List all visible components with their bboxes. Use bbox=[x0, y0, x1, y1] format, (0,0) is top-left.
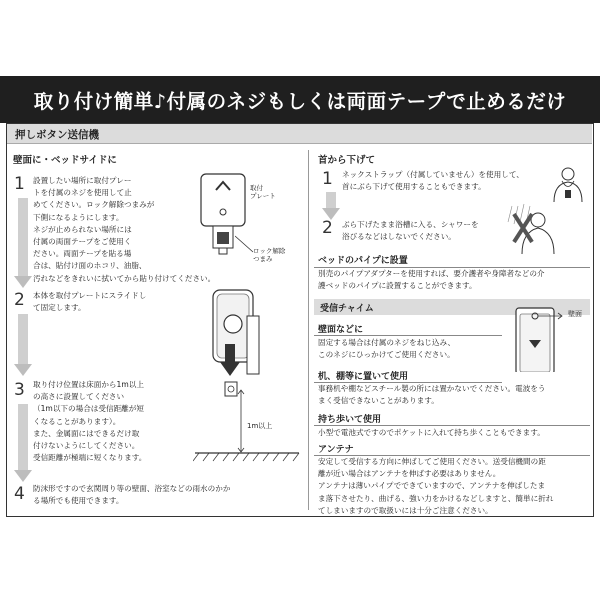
step-1-arrow bbox=[18, 198, 28, 278]
carry-title-rule bbox=[314, 425, 590, 426]
step-1-text: 設置したい場所に取付プレー トを付属のネジを使用して止 めてください。ロック解除つまみが 下側になるようにします。 ネジが止められない場所には 付属の両面テープをご使用く ださい。両面テープを貼る場 合は、貼付け面のホコリ、油脂、 汚れなどをきれいに拭いてから貼り付けてください。 bbox=[33, 176, 216, 283]
step-1-arrowhead bbox=[14, 276, 32, 288]
wall-bedside-subtitle: 壁面に・ベッドサイドに bbox=[13, 155, 117, 166]
shower-prohibited-icon bbox=[502, 202, 562, 254]
desk-title: 机、棚等に置いて使用 bbox=[318, 372, 409, 382]
step-1-number: 1 bbox=[14, 174, 25, 194]
step-4-number: 4 bbox=[14, 484, 25, 504]
antenna-text: 安定して受信する方向に伸ばしてご使用ください。送受信機間の距 離が近い場合はアンテナを伸ばす必要はありません。 アンテナは薄いパイプでできていますので、アンテナを伸ばしたま ま落下させたり、曲げる、強い力をかけるなどしますと、簡単に折れ てしまいますので取扱いには十分ご注意ください。 bbox=[318, 457, 554, 515]
step-2-number: 2 bbox=[14, 290, 25, 310]
headline-banner: 取り付け簡単♪付属のネジもしくは両面テープで止めるだけ bbox=[0, 76, 600, 123]
height-label: 1m以上 bbox=[247, 422, 273, 430]
carry-text: 小型で電池式ですのでポケットに入れて持ち歩くこともできます。 bbox=[318, 428, 545, 437]
antenna-title: アンテナ bbox=[318, 445, 354, 455]
wall-title: 壁面などに bbox=[318, 325, 364, 335]
panel-title: 押しボタン送信機 bbox=[7, 124, 592, 144]
bed-pipe-title: ベッドのパイプに設置 bbox=[318, 256, 408, 266]
bed-pipe-text: 別売のパイプアダプターを使用すれば、要介護者や身障者などの介 護ベッドのパイプに設置することができます。 bbox=[318, 269, 545, 291]
step-3-arrowhead bbox=[14, 470, 32, 482]
neck-step-2-text: ぶら下げたまま浴槽に入る、シャワーを 浴びるなどはしないでください。 bbox=[342, 220, 479, 242]
receiver-chime-title: 受信チャイム bbox=[314, 299, 590, 315]
receiver-chime-illustration bbox=[510, 304, 570, 372]
neck-step-2-number: 2 bbox=[322, 218, 333, 238]
receiver-column bbox=[310, 144, 592, 514]
slide-on-illustration bbox=[207, 286, 267, 378]
step-2-text: 本体を取付プレートにスライドし て固定します。 bbox=[33, 291, 147, 313]
neck-step-1-text: ネックストラップ（付属していません）を使用して、 首にぶら下げて使用することもできます。 bbox=[342, 170, 524, 192]
transmitter-column bbox=[7, 144, 307, 514]
step-3-number: 3 bbox=[14, 380, 25, 400]
step-3-text: 取り付け位置は床面から1m以上 の高さに設置してください （1m以下の場合は受信距離が短 くなることがあります）。 また、金属面にはできるだけ取 付けないようにしてください。 受信距離が極端に短くなります。 bbox=[33, 380, 147, 463]
neck-subtitle: 首から下げて bbox=[318, 155, 376, 166]
desk-text: 事務机や棚などスチール製の所には置かないでください。電波をう まく受信できないことがあります。 bbox=[318, 384, 546, 406]
wall-title-rule bbox=[314, 335, 502, 336]
step-3-arrow bbox=[18, 404, 28, 472]
plate-label: 取付 プレート bbox=[250, 184, 276, 200]
lock-release-label: ロック解除 つまみ bbox=[253, 247, 286, 263]
instruction-panel bbox=[6, 123, 594, 517]
step-4-text: 防沫形ですので玄関周り等の壁面、浴室などの雨水のかか る場所でも使用できます。 bbox=[33, 484, 231, 506]
neck-strap-person-icon bbox=[548, 166, 588, 202]
step-2-arrowhead bbox=[14, 364, 32, 376]
step-2-arrow bbox=[18, 314, 28, 366]
wall-label: 壁面 bbox=[568, 310, 582, 318]
column-divider bbox=[308, 150, 309, 510]
carry-title: 持ち歩いて使用 bbox=[318, 415, 382, 425]
wall-text: 固定する場合は付属のネジをねじ込み、 このネジにひっかけてご使用ください。 bbox=[318, 338, 456, 360]
height-illustration bbox=[193, 380, 301, 462]
neck-step-1-number: 1 bbox=[322, 169, 333, 189]
lock-label-pointer bbox=[235, 232, 255, 256]
mounting-plate-illustration bbox=[199, 172, 249, 272]
